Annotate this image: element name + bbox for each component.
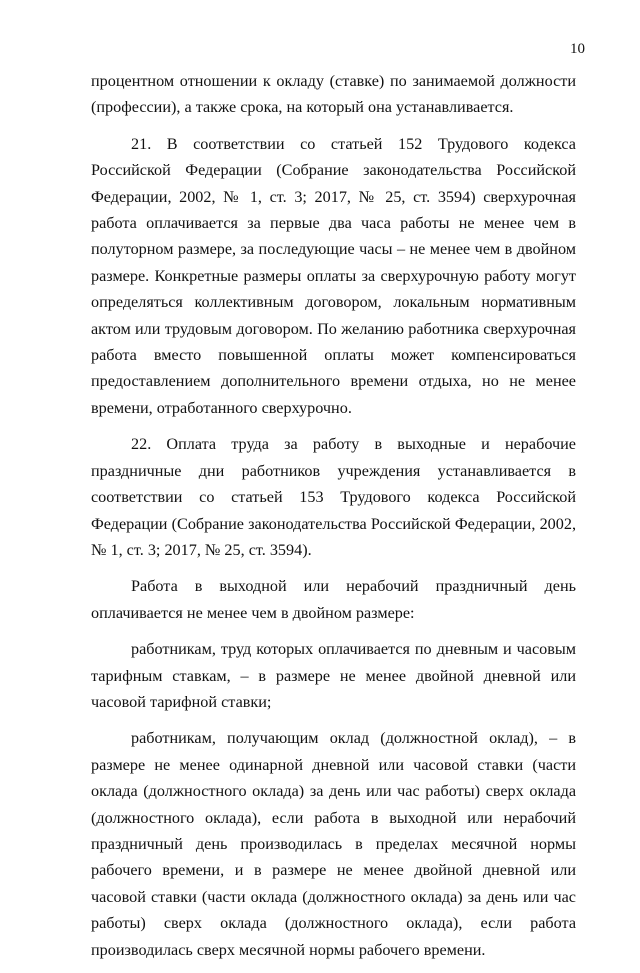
paragraph-21-overtime: 21. В соответствии со статьей 152 Трудового кодекса Российской Федерации (Собрание законодательства Российской Федерации, 2002, № 1, ст. 3; 2017, № 25, ст. 3594) сверхурочная работа оплачивается за первые два часа работы не менее чем в полуторном размере, за последующие часы – не менее чем в двойном размере. Конкретные размеры оплаты за сверхурочную работу могут определяться коллективным договором, локальным нормативным актом или трудовым договором. По желанию работника сверхурочная работа вместо повышенной оплаты может компенсироваться предоставлением дополнительного времени отдыха, но не менее времени, отработанного сверхурочно. [91,134,576,417]
paragraph-double-rate: Работа в выходной или нерабочий праздничный день оплачивается не менее чем в двойном размере: [91,577,576,622]
paragraph-22-holiday-pay: 22. Оплата труда за работу в выходные и нерабочие праздничные дни работников учреждения устанавливается в соответствии со статьей 153 Трудового кодекса Российской Федерации (Собрание законодательства Российской Федерации, 2002, № 1, ст. 3; 2017, № 25, ст. 3594). [91,435,576,559]
paragraph-continuation: процентном отношении к окладу (ставке) по занимаемой должности (профессии), а также срока, на который она устанавливается. [91,72,576,117]
document-body [91,68,576,973]
paragraph-salaried-workers: работникам, получающим оклад (должностной оклад), – в размере не менее одинарной дневной или часовой ставки (части оклада (должностного оклада) за день или час работы) сверх оклада (должностного оклада), если работа в выходной или нерабочий праздничный день производилась в пределах месячной нормы рабочего времени, и в размере не менее двойной дневной или часовой ставки (части оклада (должностного оклада) за день или час работы) сверх оклада (должностного оклада), если работа производилась сверх месячной нормы рабочего времени. [91,729,576,959]
paragraph-tariff-workers: работникам, труд которых оплачивается по дневным и часовым тарифным ставкам, – в размере не менее двойной дневной или часовой тарифной ставки; [91,640,576,711]
page-number: 10 [570,41,585,57]
